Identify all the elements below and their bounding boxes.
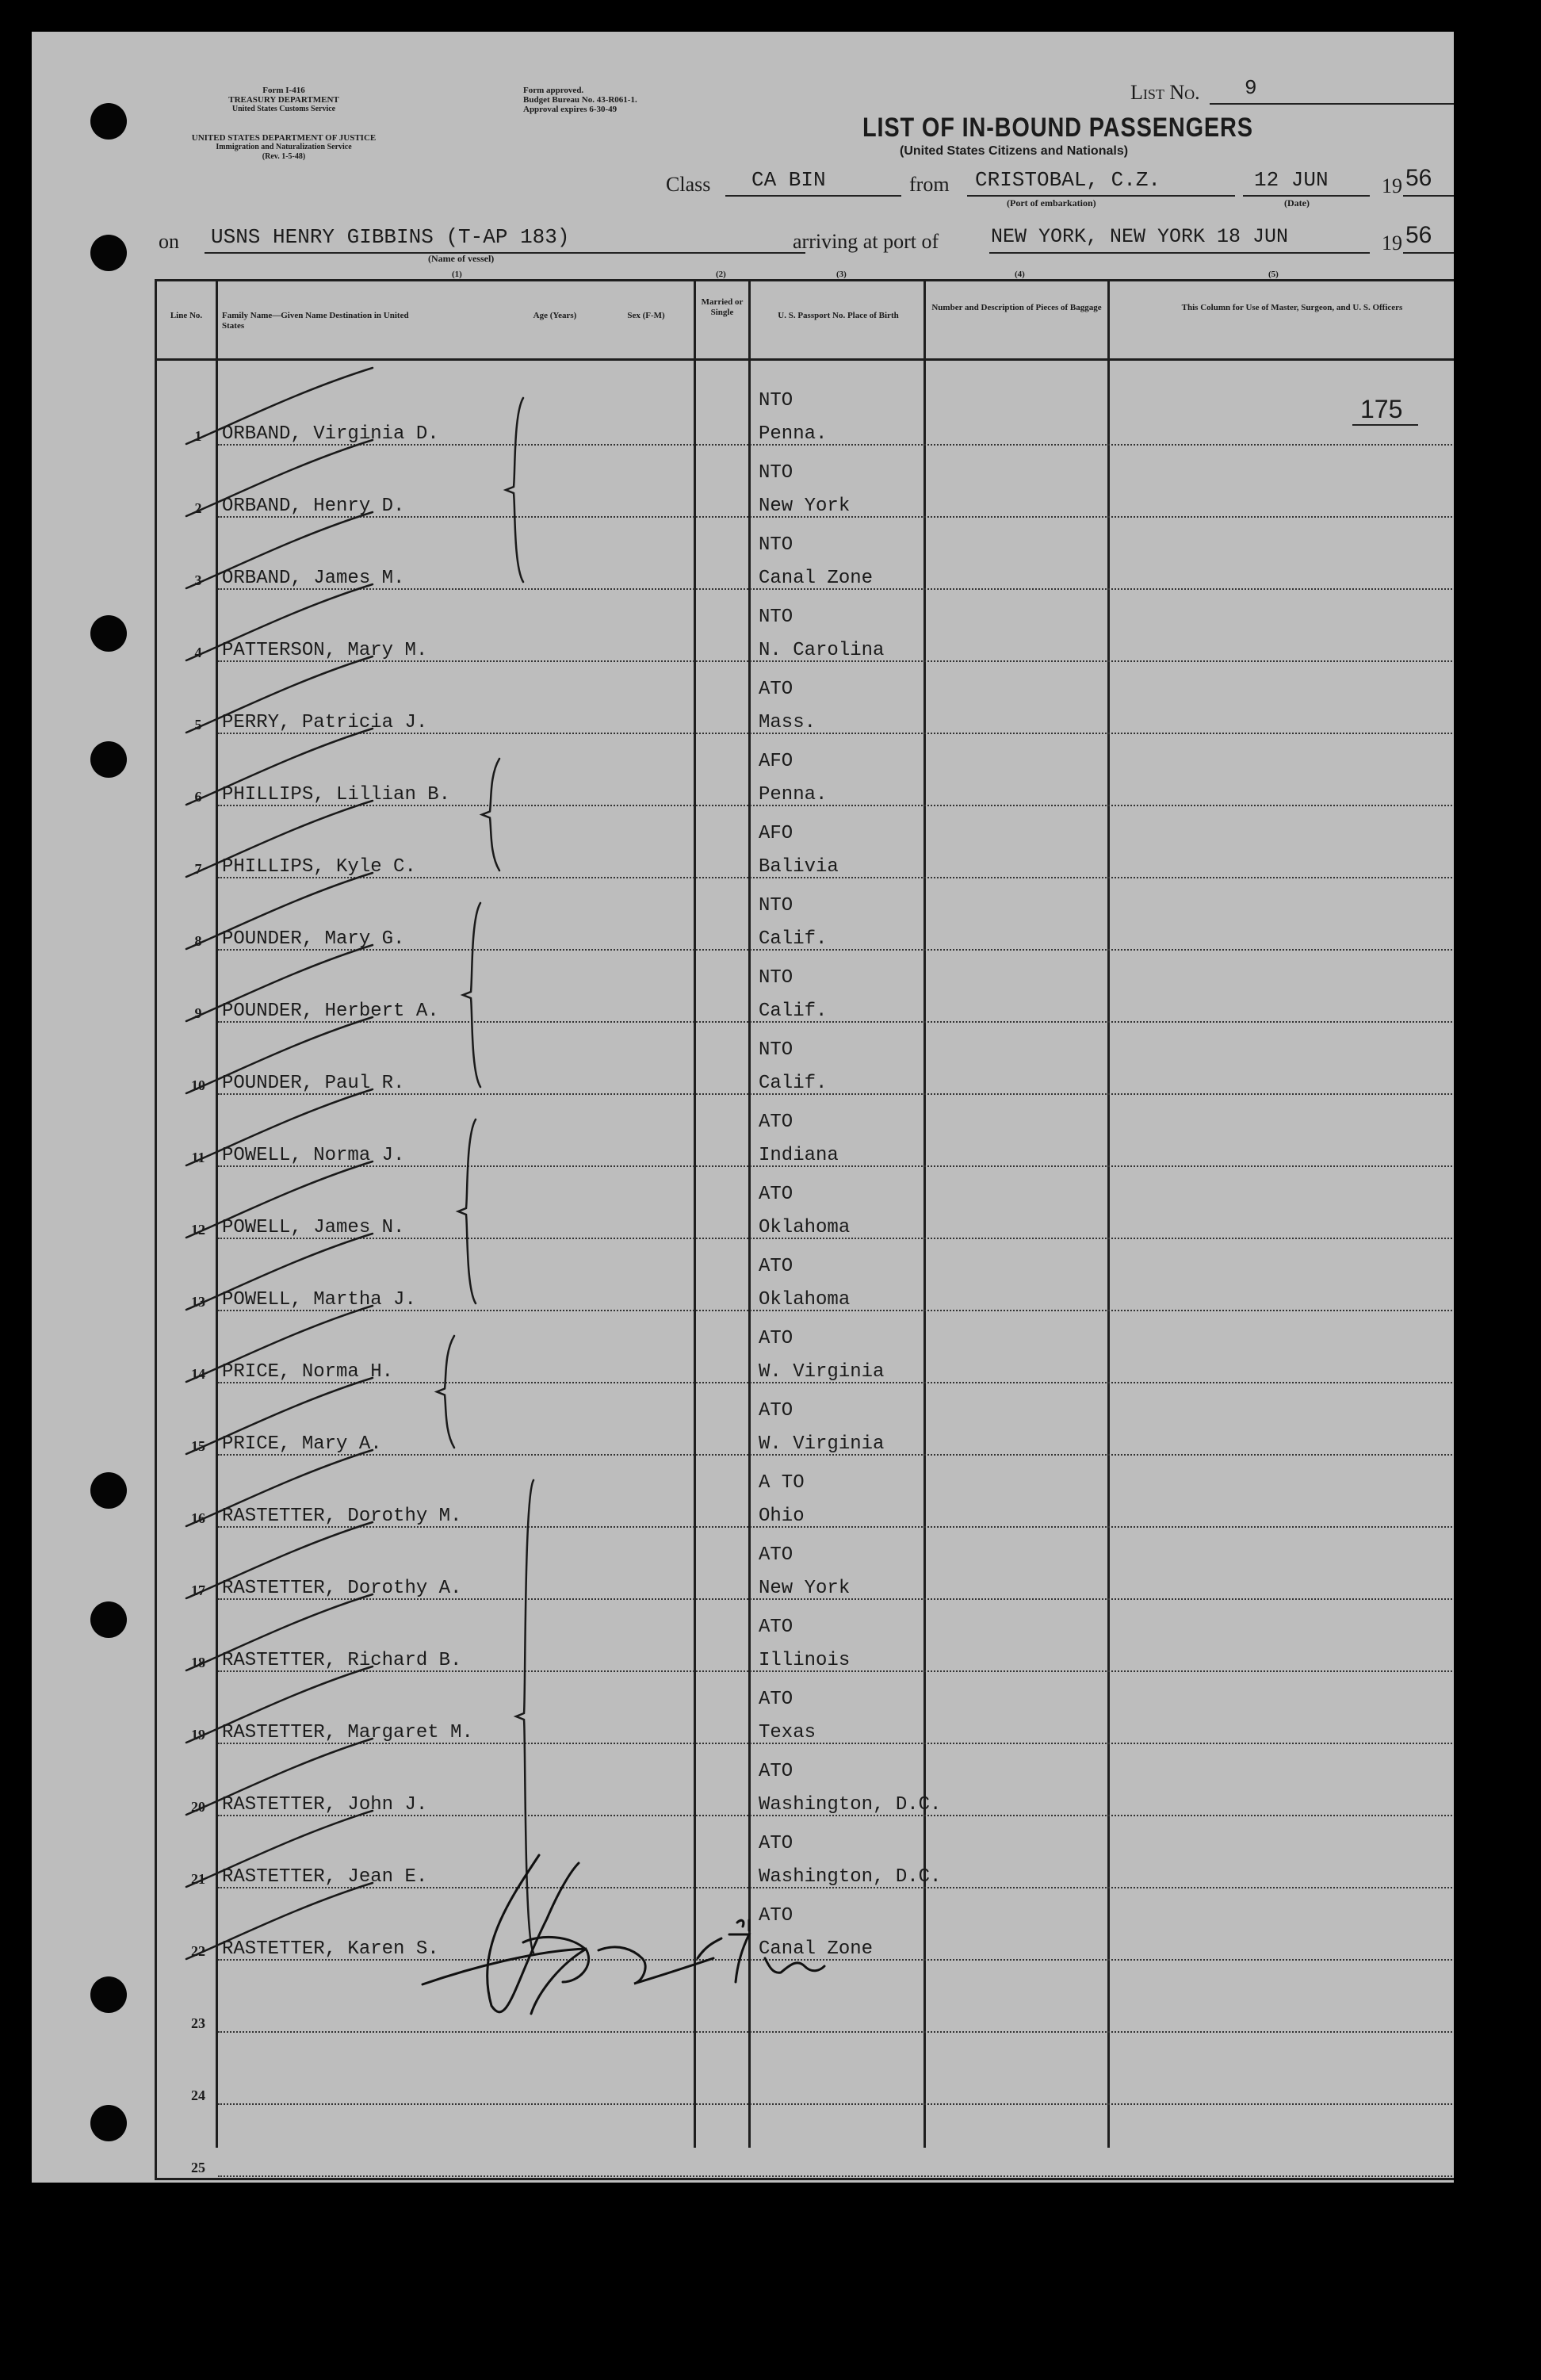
row-line-number: 19 bbox=[191, 1727, 205, 1743]
row-passenger-name: PERRY, Patricia J. bbox=[222, 712, 428, 733]
row-place-of-birth: Texas bbox=[759, 1722, 816, 1743]
row-place-of-birth: Canal Zone bbox=[759, 568, 874, 589]
arrival-year-suffix: 56 bbox=[1405, 222, 1432, 248]
row-place-of-birth: W. Virginia bbox=[759, 1361, 885, 1383]
row-place-of-birth: Illinois bbox=[759, 1650, 851, 1671]
row-passenger-name: POWELL, Martha J. bbox=[222, 1289, 416, 1311]
row-line-number: 11 bbox=[191, 1150, 205, 1165]
row-line-number: 15 bbox=[191, 1438, 205, 1454]
vessel-caption: (Name of vessel) bbox=[428, 253, 495, 264]
row-passenger-name: POWELL, James N. bbox=[222, 1217, 405, 1238]
row-passport: ATO bbox=[759, 1184, 793, 1205]
row-passport: ATO bbox=[759, 1833, 793, 1854]
row-passport: NTO bbox=[759, 1039, 793, 1061]
row-passenger-name: POUNDER, Herbert A. bbox=[222, 1001, 439, 1022]
col-header-baggage: Number and Description of Pieces of Baggage bbox=[931, 303, 1102, 312]
row-place-of-birth: Penna. bbox=[759, 423, 828, 445]
check-stroke bbox=[186, 1089, 373, 1165]
check-stroke bbox=[186, 1234, 373, 1310]
row-passenger-name: RASTETTER, Karen S. bbox=[222, 1938, 439, 1960]
dept-treasury: TREASURY DEPARTMENT bbox=[228, 95, 339, 105]
row-passenger-name: PRICE, Mary A. bbox=[222, 1433, 382, 1455]
family-brace bbox=[463, 903, 480, 1087]
row-passenger-name: PHILLIPS, Kyle C. bbox=[222, 856, 416, 878]
page-subtitle: (United States Citizens and Nationals) bbox=[900, 144, 1129, 158]
check-stroke bbox=[186, 368, 373, 444]
row-place-of-birth: Canal Zone bbox=[759, 1938, 874, 1960]
row-passport: ATO bbox=[759, 1905, 793, 1927]
row-line-number: 10 bbox=[191, 1077, 205, 1093]
col-num-4: (4) bbox=[1015, 270, 1025, 279]
check-stroke bbox=[186, 1017, 373, 1093]
row-passenger-name: RASTETTER, Dorothy A. bbox=[222, 1578, 462, 1599]
row-passenger-name: RASTETTER, Dorothy M. bbox=[222, 1506, 462, 1527]
row-place-of-birth: Calif. bbox=[759, 1001, 828, 1022]
row-line-number: 1 bbox=[194, 428, 202, 444]
pen-checkmarks bbox=[32, 32, 1454, 2183]
row-passenger-name: RASTETTER, Richard B. bbox=[222, 1650, 462, 1671]
row-passenger-name: RASTETTER, Margaret M. bbox=[222, 1722, 473, 1743]
row-line-number: 12 bbox=[191, 1222, 205, 1238]
row-passport: NTO bbox=[759, 390, 793, 411]
check-stroke bbox=[186, 1883, 373, 1959]
col-header-line: Line No. bbox=[170, 311, 203, 320]
col-header-officers: This Column for Use of Master, Surgeon, and U. S. Officers bbox=[1181, 303, 1403, 312]
check-stroke bbox=[186, 1378, 373, 1454]
row-passport: ATO bbox=[759, 1400, 793, 1421]
row-line-number: 18 bbox=[191, 1655, 205, 1670]
row-passport: AFO bbox=[759, 751, 793, 772]
row-place-of-birth: Indiana bbox=[759, 1145, 839, 1166]
row-place-of-birth: Washington, D.C. bbox=[759, 1794, 942, 1816]
check-stroke bbox=[186, 729, 373, 805]
row-passenger-name: ORBAND, Virginia D. bbox=[222, 423, 439, 445]
from-label: from bbox=[909, 173, 950, 196]
form-revision: (Rev. 1-5-48) bbox=[262, 152, 306, 161]
col-header-name: Family Name—Given Name Destination in United States bbox=[222, 311, 409, 331]
class-label: Class bbox=[666, 173, 711, 196]
row-passport: ATO bbox=[759, 1328, 793, 1349]
row-passport: ATO bbox=[759, 1689, 793, 1710]
arrival-value: NEW YORK, NEW YORK 18 JUN bbox=[991, 225, 1289, 248]
check-stroke bbox=[186, 1739, 373, 1815]
check-stroke bbox=[186, 945, 373, 1021]
date-value: 12 JUN bbox=[1254, 168, 1329, 192]
row-place-of-birth: Washington, D.C. bbox=[759, 1866, 942, 1888]
year-prefix: 19 bbox=[1382, 174, 1402, 197]
form-number: Form I-416 bbox=[262, 86, 305, 95]
row-line-number: 22 bbox=[191, 1943, 205, 1959]
row-passenger-name: ORBAND, James M. bbox=[222, 568, 405, 589]
on-label: on bbox=[159, 230, 179, 253]
row-passport: ATO bbox=[759, 1256, 793, 1277]
approval-expires: Approval expires 6-30-49 bbox=[523, 105, 618, 114]
row-place-of-birth: N. Carolina bbox=[759, 640, 885, 661]
row-place-of-birth: New York bbox=[759, 496, 851, 517]
row-line-number: 20 bbox=[191, 1799, 205, 1815]
col-num-3: (3) bbox=[836, 270, 847, 279]
row-line-number: 6 bbox=[194, 789, 202, 805]
row-passenger-name: POUNDER, Mary G. bbox=[222, 928, 405, 950]
row-passport: ATO bbox=[759, 679, 793, 700]
family-brace bbox=[437, 1336, 454, 1448]
check-stroke bbox=[186, 1522, 373, 1598]
row-passenger-name: POWELL, Norma J. bbox=[222, 1145, 405, 1166]
check-stroke bbox=[186, 440, 373, 516]
col-num-1: (1) bbox=[452, 270, 462, 279]
family-brace bbox=[516, 1480, 533, 1953]
port-caption: (Port of embarkation) bbox=[1007, 197, 1096, 209]
row-passenger-name: ORBAND, Henry D. bbox=[222, 496, 405, 517]
check-stroke bbox=[186, 584, 373, 660]
row-passport: ATO bbox=[759, 1544, 793, 1566]
check-stroke bbox=[186, 801, 373, 877]
check-stroke bbox=[186, 1161, 373, 1238]
check-stroke bbox=[186, 873, 373, 949]
row-passport: ATO bbox=[759, 1617, 793, 1638]
signature bbox=[423, 1855, 824, 2014]
check-stroke bbox=[186, 1666, 373, 1743]
dept-justice: UNITED STATES DEPARTMENT OF JUSTICE bbox=[191, 133, 377, 143]
row-passport: NTO bbox=[759, 534, 793, 556]
budget-bureau: Budget Bureau No. 43-R061-1. bbox=[523, 95, 637, 105]
row-place-of-birth: Penna. bbox=[759, 784, 828, 805]
row-line-number: 23 bbox=[191, 2015, 205, 2031]
check-stroke bbox=[186, 1594, 373, 1670]
row-place-of-birth: Mass. bbox=[759, 712, 816, 733]
col-header-age: Age (Years) bbox=[533, 311, 577, 320]
dept-treasury-sub: United States Customs Service bbox=[231, 105, 336, 113]
row-line-number: 16 bbox=[191, 1510, 205, 1526]
row-passenger-name: PRICE, Norma H. bbox=[222, 1361, 394, 1383]
check-stroke bbox=[186, 512, 373, 588]
list-no-value: 9 bbox=[1245, 76, 1257, 100]
manifest-page bbox=[32, 32, 1454, 2183]
row-passenger-name: PHILLIPS, Lillian B. bbox=[222, 784, 451, 805]
row-place-of-birth: Balivia bbox=[759, 856, 839, 878]
check-stroke bbox=[186, 1811, 373, 1887]
row-place-of-birth: W. Virginia bbox=[759, 1433, 885, 1455]
row-line-number: 3 bbox=[194, 572, 202, 588]
row-passenger-name: PATTERSON, Mary M. bbox=[222, 640, 428, 661]
row-place-of-birth: Ohio bbox=[759, 1506, 805, 1527]
row-passport: NTO bbox=[759, 462, 793, 484]
page-title: LIST OF IN-BOUND PASSENGERS bbox=[862, 113, 1253, 143]
check-stroke bbox=[186, 1450, 373, 1526]
row-line-number: 4 bbox=[194, 645, 202, 660]
row-passport: NTO bbox=[759, 895, 793, 916]
row-passport: NTO bbox=[759, 606, 793, 628]
row-line-number: 9 bbox=[194, 1005, 202, 1021]
class-value: CA BIN bbox=[751, 168, 826, 192]
row-passport: A TO bbox=[759, 1472, 805, 1494]
row-place-of-birth: Calif. bbox=[759, 928, 828, 950]
year-suffix: 56 bbox=[1405, 165, 1432, 191]
dept-justice-sub: Immigration and Naturalization Service bbox=[216, 143, 352, 151]
check-stroke bbox=[186, 1306, 373, 1382]
col-header-married: Married or Single bbox=[701, 297, 744, 317]
row-passport: AFO bbox=[759, 823, 793, 844]
family-brace bbox=[458, 1119, 476, 1303]
family-brace bbox=[482, 759, 499, 870]
row-passport: ATO bbox=[759, 1112, 793, 1133]
row-line-number: 21 bbox=[191, 1871, 205, 1887]
row-place-of-birth: Calif. bbox=[759, 1073, 828, 1094]
col-num-2: (2) bbox=[716, 270, 726, 279]
row-line-number: 25 bbox=[191, 2160, 205, 2175]
vessel-name: USNS HENRY GIBBINS (T-AP 183) bbox=[211, 225, 570, 249]
row-passport: NTO bbox=[759, 967, 793, 989]
row-line-number: 8 bbox=[194, 933, 202, 949]
row-passenger-name: RASTETTER, John J. bbox=[222, 1794, 428, 1816]
row-passenger-name: POUNDER, Paul R. bbox=[222, 1073, 405, 1094]
col-num-5: (5) bbox=[1268, 270, 1279, 279]
date-caption: (Date) bbox=[1284, 197, 1310, 209]
row-line-number: 7 bbox=[194, 861, 202, 877]
arrival-year-prefix: 19 bbox=[1382, 231, 1402, 254]
list-no-label: List No. bbox=[1130, 81, 1200, 104]
row-place-of-birth: Oklahoma bbox=[759, 1217, 851, 1238]
row-line-number: 24 bbox=[191, 2087, 205, 2103]
row-line-number: 17 bbox=[191, 1582, 205, 1598]
officer-note: 175 bbox=[1352, 395, 1418, 426]
row-line-number: 14 bbox=[191, 1366, 205, 1382]
col-header-passport: U. S. Passport No. Place of Birth bbox=[778, 311, 899, 320]
row-place-of-birth: New York bbox=[759, 1578, 851, 1599]
arriving-label: arriving at port of bbox=[793, 230, 939, 253]
row-passenger-name: RASTETTER, Jean E. bbox=[222, 1866, 428, 1888]
col-header-sex: Sex (F-M) bbox=[627, 311, 665, 320]
row-passport: ATO bbox=[759, 1761, 793, 1782]
from-value: CRISTOBAL, C.Z. bbox=[975, 168, 1161, 192]
row-line-number: 2 bbox=[194, 500, 202, 516]
row-line-number: 5 bbox=[194, 717, 202, 733]
family-brace bbox=[506, 398, 523, 582]
form-approved: Form approved. bbox=[523, 86, 584, 95]
row-line-number: 13 bbox=[191, 1294, 205, 1310]
row-place-of-birth: Oklahoma bbox=[759, 1289, 851, 1311]
check-stroke bbox=[186, 656, 373, 733]
